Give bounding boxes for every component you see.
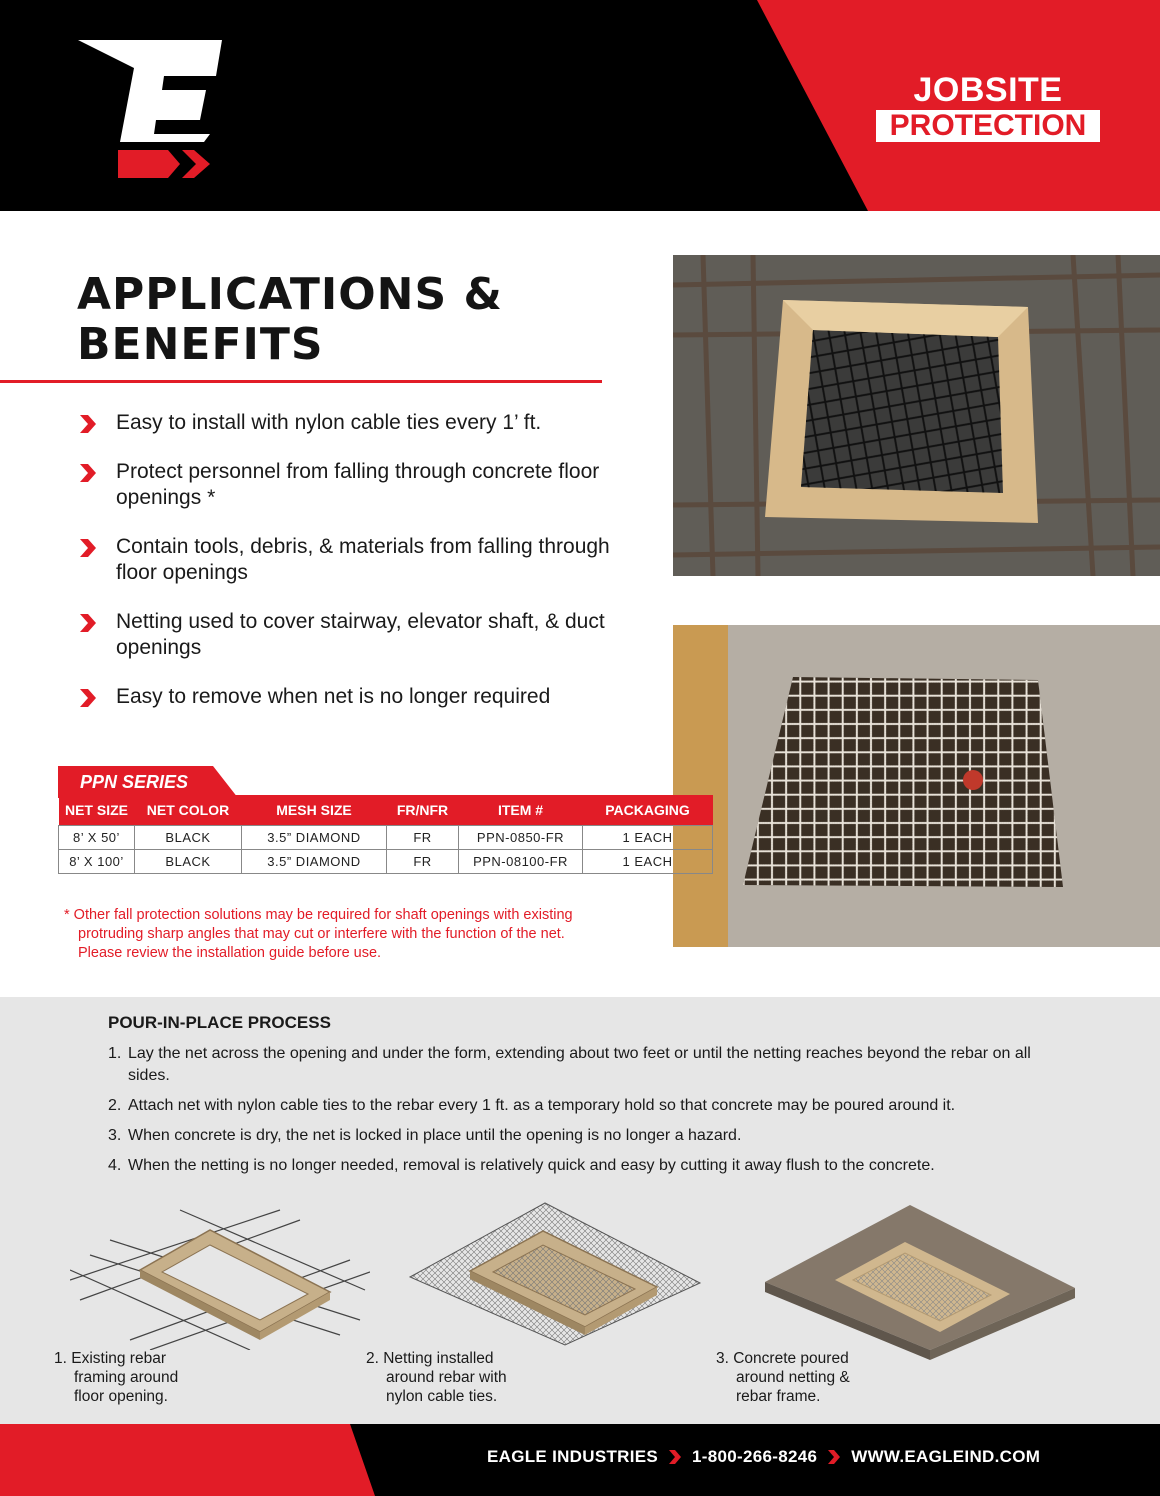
footer-website-link[interactable]: WWW.EAGLEIND.COM (851, 1447, 1041, 1466)
diagram-concrete-poured (765, 1200, 1075, 1360)
cell: BLACK (135, 850, 242, 874)
chevron-right-icon (78, 688, 98, 708)
title-divider (0, 380, 602, 383)
col-item-number: ITEM # (497, 802, 544, 818)
cell: FR (387, 826, 459, 850)
benefit-item (78, 684, 638, 710)
cell: 3.5” DIAMOND (242, 850, 387, 874)
diagram-caption-3: 3. Concrete poured around netting & rebar frame. (716, 1350, 850, 1405)
footnote-line: Please review the installation guide before use. (78, 945, 382, 961)
badge-protection: PROTECTION (876, 110, 1100, 142)
chevron-right-icon (78, 463, 98, 483)
benefit-text: Contain tools, debris, & materials from falling through floor openings (116, 535, 610, 584)
cell: PPN-0850-FR (459, 826, 583, 850)
footnote (64, 906, 644, 963)
table-row (59, 850, 713, 874)
benefit-item (78, 609, 638, 661)
diagram-netting-installed (405, 1195, 705, 1350)
chevron-right-icon (78, 414, 98, 434)
badge-jobsite: JOBSITE (913, 71, 1063, 109)
cell: PPN-08100-FR (459, 850, 583, 874)
process-step: 1. Lay the net across the opening and under the form, extending about two feet or until the netting reaches beyond the rebar on all sides. (108, 1045, 1031, 1084)
cell: 8’ X 50’ (59, 826, 135, 850)
process-step: 4. When the netting is no longer needed, removal is relatively quick and easy by cutting it away flush to the concrete. (108, 1157, 935, 1174)
process-step: 2. Attach net with nylon cable ties to the rebar every 1 ft. as a temporary hold so that concrete may be poured around it. (108, 1097, 956, 1114)
process-step: 3. When concrete is dry, the net is locked in place until the opening is no longer a hazard. (108, 1127, 742, 1144)
cell: FR (387, 850, 459, 874)
table-header-row (59, 795, 713, 826)
col-mesh-size: MESH SIZE (276, 802, 352, 818)
table-row (59, 826, 713, 850)
benefit-item (78, 459, 638, 511)
chevron-right-icon (78, 538, 98, 558)
chevron-right-icon (827, 1450, 841, 1464)
col-fr-nfr: FR/NFR (396, 802, 449, 818)
diagram-rebar-frame (70, 1200, 370, 1350)
diagram-caption-2: 2. Netting installed around rebar with nylon cable ties. (366, 1350, 507, 1405)
eagle-e-logo-icon (72, 36, 232, 186)
photo-concrete-opening-with-net (673, 625, 1160, 947)
cell: BLACK (135, 826, 242, 850)
benefits-list (78, 410, 638, 733)
footer-phone[interactable]: 1-800-266-8246 (692, 1447, 818, 1466)
footnote-line: * Other fall protection solutions may be required for shaft openings with existing (64, 907, 573, 923)
cell: 1 EACH (583, 826, 713, 850)
col-net-size: NET SIZE (64, 802, 128, 818)
footer-company: EAGLE INDUSTRIES (487, 1447, 659, 1466)
cell: 3.5” DIAMOND (242, 826, 387, 850)
benefit-text: Netting used to cover stairway, elevator shaft, & duct openings (116, 610, 605, 659)
product-table (58, 795, 713, 874)
benefit-text: Easy to remove when net is no longer required (116, 685, 551, 708)
col-net-color: NET COLOR (146, 802, 230, 818)
process-title: POUR-IN-PLACE PROCESS (108, 1013, 331, 1032)
footnote-line: protruding sharp angles that may cut or interfere with the function of the net. (78, 926, 565, 942)
benefit-item (78, 534, 638, 586)
benefit-text: Protect personnel from falling through concrete floor openings * (116, 460, 600, 509)
col-packaging: PACKAGING (605, 802, 690, 818)
benefit-item (78, 410, 638, 436)
series-label: PPN SERIES (80, 772, 189, 792)
cell: 8’ X 100’ (59, 850, 135, 874)
diagram-caption-1: 1. Existing rebar framing around floor opening. (54, 1350, 179, 1405)
photo-wooden-frame-with-net (673, 255, 1160, 576)
chevron-right-icon (668, 1450, 682, 1464)
cell: 1 EACH (583, 850, 713, 874)
chevron-right-icon (78, 613, 98, 633)
benefit-text: Easy to install with nylon cable ties every 1’ ft. (116, 411, 542, 434)
process-steps (108, 1043, 1048, 1185)
footer-contact (487, 1447, 1040, 1467)
page-title: APPLICATIONS & BENEFITS (77, 269, 503, 370)
